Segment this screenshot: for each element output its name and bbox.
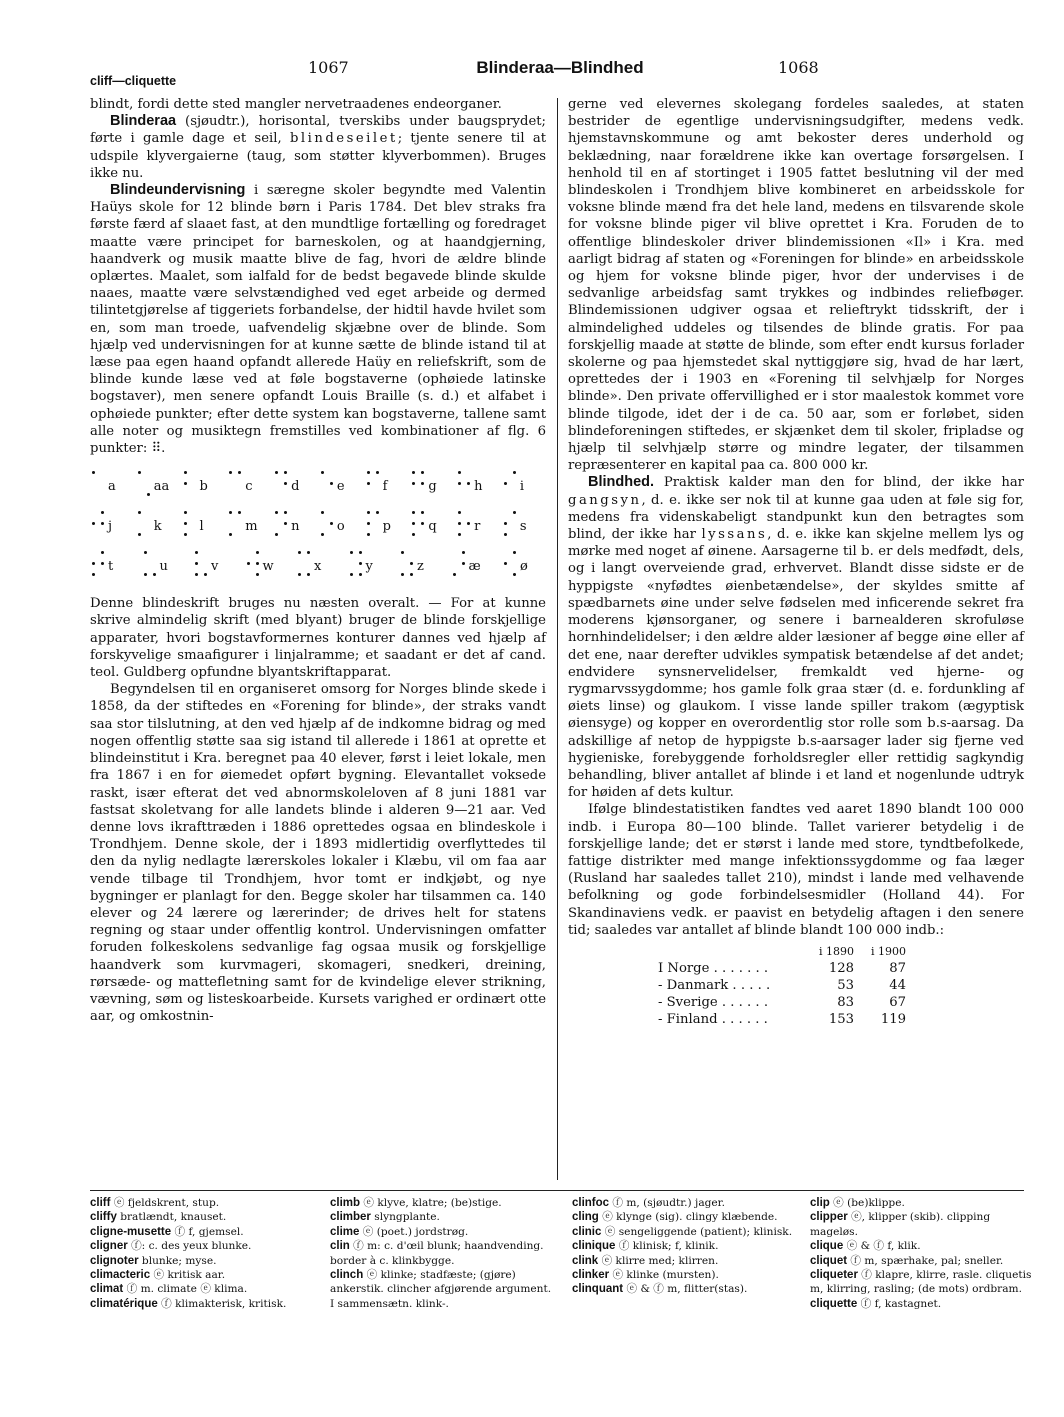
headword: Blindhed.: [588, 474, 655, 491]
braille-dot: [92, 522, 95, 525]
dictionary-headword: cligner: [90, 1240, 128, 1253]
dictionary-headword: climatérique: [90, 1297, 158, 1310]
braille-cell: [410, 467, 454, 503]
braille-letter: d: [291, 479, 300, 495]
braille-dot: [330, 522, 333, 525]
dictionary-headword: clipper: [810, 1211, 848, 1224]
paragraph: Ifølge blindestatistiken fandtes ved aaret 1890 blandt 100 000 indb. i Europa 80—100 blinde. Tallet varierer betydelig i de forskjellige lande; det er størst i lande med store, tyndtbefolkede, fattige distrikter med mange infektionssygdomme og faa læger (Rusland har saaledes tallet 210), mindst i lande med velhavende befolkning og gode forbindelsesmidler (Holland 44). For Skandinaviens vedk. er paavist en betydelig aftagen i den senere tid; saaledes var antallet af blinde blandt 100 000 indb.:: [568, 802, 1024, 938]
dictionary-entry: [90, 1254, 312, 1268]
braille-letter: i: [519, 479, 525, 495]
braille-dot: [412, 471, 415, 474]
dictionary-entry: [90, 1210, 312, 1224]
braille-cell: [273, 467, 317, 503]
braille-letter: c: [245, 479, 253, 495]
dictionary-headword: climacteric: [90, 1269, 151, 1282]
table-row: I Norge . . . . . . . 128 87: [658, 960, 906, 976]
braille-dot: [412, 533, 415, 536]
dictionary-entry: [810, 1268, 1032, 1297]
dictionary-headword: clin: [330, 1240, 350, 1253]
braille-dot: [513, 471, 516, 474]
braille-letter: y: [365, 559, 373, 575]
catchword: cliff—cliquette: [90, 74, 177, 88]
braille-dot: [147, 493, 150, 496]
braille-cell: [456, 467, 500, 503]
dictionary-headword: clime: [330, 1225, 360, 1238]
braille-letter: o: [336, 519, 345, 535]
dictionary-entry: [90, 1225, 312, 1239]
braille-dot: [247, 562, 250, 565]
braille-dot: [92, 471, 95, 474]
braille-dot: [101, 562, 104, 565]
dictionary-definition: ⓕ f, kastagnet.: [857, 1297, 942, 1310]
braille-dot: [138, 511, 141, 514]
braille-dot: [458, 482, 461, 485]
braille-dot: [410, 562, 413, 565]
page-number-left: 1067: [308, 58, 349, 77]
dictionary-definition: ⓕ klimakterisk, kritisk.: [157, 1297, 287, 1310]
dictionary-headword: clink: [572, 1254, 599, 1267]
braille-dot: [367, 511, 370, 514]
dictionary-definition: blunke; myse.: [138, 1254, 217, 1267]
dictionary-definition: ⓕ m: c. d'œil blunk; haandvending. border à c. klinkbygge.: [330, 1240, 544, 1267]
braille-dot: [195, 551, 198, 554]
braille-dot: [284, 522, 287, 525]
braille-dot: [184, 482, 187, 485]
dictionary-headword: climb: [330, 1197, 361, 1209]
braille-dot: [458, 533, 461, 536]
paragraph: Denne blindeskrift bruges nu næsten overalt. — For at kunne skrive almindelig skrift (med blyant) bruger de blinde forskjellige apparater, hvori bogstavformernes konturer dannes ved hjælp af forskyvelige smaafigurer i linjalramme; et saadant er det af cand. teol. Guldberg opfundne blyantskriftapparat.: [90, 596, 546, 681]
dictionary-definition: ⓔ klynge (sig). clingy klæbende.: [598, 1211, 778, 1224]
braille-dot: [504, 533, 507, 536]
entry-blinderaa: Blinderaa (sjøudtr.), horisontal, tverskibs under baugsprydet; førte i gamle dage et seil, blindeseilet; tjente senere til at udspile klyvergaierne (taug, som støtter klyverbommen). Bruges ikke nu.: [90, 113, 546, 181]
braille-row: [90, 545, 546, 585]
braille-dot: [101, 522, 104, 525]
dictionary-definition: ⓔ & ⓕ m, flitter(stas).: [623, 1283, 748, 1296]
paragraph: blindt, fordi dette sted mangler nervetraadenes endeorganer.: [90, 97, 502, 112]
entry-blindeundervisning: Blindeundervisning i særegne skoler begyndte med Valentin Haüys skole for 12 blinde børn i Paris 1784. Det blev straks fra første færd af slaaet fast, at den mundtlige fortælling og foredraget maatte være principet for barneskolen, og at haandgjerning, haandverk og musik maatte blive de fag, hvori de ældre blinde oplærtes. Maalet, som ialfald for de bedst begavede blinde skulde naaes, maatte være selvstændighed ved eget arbeide og dermed tilintetgjørelse af tiggeriets forbandelse, der hidtil havde hvilet som en, som man troede, uafvendelig skjæbne over de blinde. Som hjælp ved undervisningen for at kunne sætte de blinde istand til at læse paa egen haand opfandt allerede Haüy en reliefskrift, som de blinde kunde læse ved at føle bogstaverne (ophøiede latinske bogstaver), men senere opfandt Louis Braille (s. d.) et alfabet i ophøiede punkter; efter dette system kan bogstaverne, tallene samt alle noter og musiktegn fremstilles ved kombinationer af flg. 6 punkter: ⠿.: [90, 182, 546, 457]
braille-dot: [421, 522, 424, 525]
braille-dot: [307, 573, 310, 576]
braille-dot: [376, 511, 379, 514]
dictionary-definition: ⓔ klinke (mursten).: [609, 1269, 719, 1282]
braille-dot: [101, 551, 104, 554]
braille-letter: s: [519, 519, 527, 535]
column-header: i 1890: [818, 944, 854, 958]
dictionary-entry: [90, 1297, 312, 1311]
braille-dot: [504, 482, 507, 485]
braille-letter: b: [199, 479, 208, 495]
braille-letter: t: [108, 559, 114, 575]
footer-divider: [90, 1190, 1024, 1191]
braille-dot: [184, 522, 187, 525]
dictionary-entry: [90, 1196, 312, 1210]
dictionary-definition: ⓔ (be)klippe.: [829, 1197, 905, 1209]
braille-dot: [138, 533, 141, 536]
page-number-right: 1068: [778, 58, 819, 77]
dictionary-headword: clinfoc: [572, 1197, 610, 1209]
braille-dot: [321, 533, 324, 536]
braille-letter: u: [159, 559, 168, 575]
headword: Blindeundervisning: [110, 182, 246, 199]
braille-dot: [462, 551, 465, 554]
braille-dot: [256, 551, 259, 554]
braille-dot: [256, 573, 259, 576]
dictionary-headword: cliffy: [90, 1211, 117, 1224]
braille-cell: [273, 507, 317, 543]
braille-cell: [319, 507, 363, 543]
dictionary-definition: ⓔ klinke; stadfæste; (gjøre) ankerstik. clincher afgjørende argument. I sammensætn. klink-.: [330, 1269, 552, 1310]
braille-letter: a: [108, 479, 116, 495]
dictionary-entry: [572, 1225, 794, 1239]
dictionary-headword: clique: [810, 1240, 844, 1253]
braille-dot: [238, 471, 241, 474]
braille-cell: [182, 467, 226, 503]
braille-dot: [184, 511, 187, 514]
braille-row: [90, 505, 546, 545]
braille-dot: [513, 511, 516, 514]
braille-dot: [421, 511, 424, 514]
braille-letter: e: [336, 479, 345, 495]
braille-dot: [401, 551, 404, 554]
dictionary-column-2: [330, 1196, 552, 1311]
braille-dot: [412, 482, 415, 485]
braille-dot: [229, 533, 232, 536]
braille-cell: [227, 467, 271, 503]
headword: Blinderaa: [110, 113, 177, 130]
braille-cell: [365, 467, 409, 503]
dictionary-definition: ⓔ (poet.) jordstrøg.: [359, 1225, 469, 1238]
braille-dot: [410, 573, 413, 576]
braille-cell: [136, 467, 180, 503]
blindness-statistics-table: [658, 943, 1024, 1028]
braille-cell: [365, 507, 409, 543]
dictionary-entry: [810, 1239, 1032, 1253]
braille-cell: [296, 547, 340, 583]
dictionary-definition: ⓔ klirre med; klirren.: [598, 1254, 719, 1267]
braille-cell: [136, 507, 180, 543]
braille-cell: [319, 467, 363, 503]
braille-dot: [359, 551, 362, 554]
dictionary-entry: [330, 1268, 552, 1311]
dictionary-definition: ⓕ klinisk; f, klinik.: [615, 1240, 719, 1253]
braille-letter: g: [428, 479, 437, 495]
dictionary-entry: [572, 1254, 794, 1268]
braille-dot: [184, 533, 187, 536]
table-row: - Danmark . . . . . 53 44: [658, 977, 906, 993]
braille-dot: [350, 573, 353, 576]
braille-dot: [513, 573, 516, 576]
dictionary-column-1: [90, 1196, 312, 1311]
braille-letter: l: [199, 519, 204, 535]
braille-letter: n: [291, 519, 300, 535]
braille-dot: [376, 471, 379, 474]
dictionary-entry: [330, 1210, 552, 1224]
braille-dot: [359, 573, 362, 576]
dictionary-entry: [90, 1268, 312, 1282]
dictionary-definition: ⓔ sengeliggende (patient); klinisk.: [601, 1225, 793, 1238]
braille-cell: [182, 507, 226, 543]
braille-dot: [412, 522, 415, 525]
dictionary-column-4: [810, 1196, 1032, 1311]
dictionary-definition: bratlændt, knauset.: [116, 1211, 227, 1224]
braille-letter: æ: [468, 559, 481, 575]
braille-cell: [502, 467, 546, 503]
braille-dot: [458, 511, 461, 514]
table-row: - Finland . . . . . . 153 119: [658, 1011, 906, 1027]
braille-letter: aa: [153, 479, 170, 495]
braille-letter: f: [382, 479, 388, 495]
braille-dot: [458, 522, 461, 525]
braille-dot: [101, 511, 104, 514]
braille-dot: [238, 511, 241, 514]
braille-cell: [502, 547, 546, 583]
braille-letter: w: [262, 559, 274, 575]
braille-dot: [184, 471, 187, 474]
braille-dot: [421, 482, 424, 485]
dictionary-entry: [810, 1196, 1032, 1210]
braille-dot: [284, 511, 287, 514]
braille-dot: [321, 471, 324, 474]
braille-dot: [153, 573, 156, 576]
braille-dot: [298, 573, 301, 576]
dictionary-entry: [810, 1210, 1032, 1239]
braille-dot: [204, 573, 207, 576]
braille-dot: [284, 482, 287, 485]
braille-dot: [229, 511, 232, 514]
braille-cell: [410, 507, 454, 543]
braille-letter: h: [474, 479, 483, 495]
braille-letter: j: [108, 519, 113, 535]
braille-cell: [348, 547, 392, 583]
braille-dot: [275, 471, 278, 474]
dictionary-entry: [572, 1196, 794, 1210]
braille-dot: [350, 551, 353, 554]
dictionary-entry: [572, 1239, 794, 1253]
braille-letter: k: [153, 519, 162, 535]
column-header: i 1900: [870, 944, 906, 958]
dictionary-headword: clip: [810, 1197, 830, 1209]
dictionary-headword: climber: [330, 1211, 371, 1224]
dictionary-entry: [572, 1210, 794, 1224]
dictionary-entry: [90, 1282, 312, 1296]
braille-dot: [504, 562, 507, 565]
dictionary-headword: cliqueter: [810, 1269, 858, 1282]
dictionary-definition: ⓕ: c. des yeux blunke.: [127, 1240, 252, 1253]
dictionary-definition: slyngplante.: [370, 1211, 440, 1224]
braille-dot: [367, 522, 370, 525]
braille-letter: q: [428, 519, 437, 535]
braille-dot: [298, 551, 301, 554]
dictionary-headword: clinique: [572, 1240, 616, 1253]
right-column: [568, 96, 1024, 1028]
braille-dot: [195, 562, 198, 565]
braille-cell: [456, 507, 500, 543]
braille-dot: [504, 522, 507, 525]
braille-cell: [451, 547, 495, 583]
braille-letter: z: [417, 559, 424, 575]
paragraph: Begyndelsen til en organiseret omsorg for Norges blinde skede i 1858, da der stiftedes en «Forening for blinde», der straks vandt saa stor tilslutning, at den ved hjælp af de indkomne bidrag og med nogen offentlig støtte saa sig istand til allerede i 1861 at oprette et blindeinstitut i Kra. beregnet paa 40 elever, først i leiet lokale, men fra 1867 i en for øiemedet opført bygning. Elevantallet voksede raskt, især efterat det ved abnormskoleloven af 8 juni 1881 var fastsat skoletvang for alle landets blinde i alderen 9—21 aar. Ved denne lovs ikrafttræden i 1886 oprettedes ogsaa en blindeskole i Trondhjem. Denne skole, der i 1893 midlertidig overflyttedes til den da nylig nedlagte lærerskoles lokaler i Klæbu, vil om faa aar vende tilbage til Trondhjem, hvor tomt er indkjøbt, og nye bygninger er planlagt for den. Begge skoler har tilsammen ca. 140 elever og 24 lærere og lærerinder; de drives helt for statens regning og staar under offentlig kontrol. Undervisningen omfatter foruden folkeskolens sedvanlige fag ogsaa musik og forskjellige haandverk som kurvmageri, skomageri, snedkeri, dreining, rørsæde- og mattefletning samt for de kvindelige elever strikning, vævning, søm og listeskoarbeide. Kursets varighed er ordinært otte aar, og omkostnin-: [90, 682, 546, 1025]
dictionary-headword: cliquet: [810, 1254, 848, 1267]
braille-dot: [275, 533, 278, 536]
braille-dot: [256, 562, 259, 565]
braille-dot: [421, 471, 424, 474]
braille-letter: ø: [520, 559, 528, 575]
table-header: [658, 943, 1024, 960]
dictionary-definition: ⓔ fjeldskrent, stup.: [110, 1197, 220, 1209]
dictionary-headword: clinquant: [572, 1283, 624, 1296]
braille-dot: [138, 471, 141, 474]
dictionary-headword: cliquette: [810, 1297, 858, 1310]
braille-letter: p: [382, 519, 391, 535]
braille-dot: [144, 551, 147, 554]
braille-dot: [513, 551, 516, 554]
dictionary-definition: ⓕ f, gjemsel.: [171, 1225, 244, 1238]
dictionary-headword: cliff: [90, 1197, 111, 1209]
braille-dot: [92, 573, 95, 576]
dictionary-entry: [90, 1239, 312, 1253]
dictionary-entry: [330, 1239, 552, 1268]
column-divider: [557, 98, 558, 1180]
braille-dot: [229, 471, 232, 474]
dictionary-definition: ⓔ, klipper (skib). clipping mageløs.: [810, 1211, 991, 1238]
braille-dot: [321, 511, 324, 514]
dictionary-entry: [330, 1225, 552, 1239]
braille-dot: [144, 573, 147, 576]
left-column: [90, 96, 546, 1025]
braille-dot: [307, 551, 310, 554]
dictionary-column-3: [572, 1196, 794, 1297]
dictionary-definition: ⓕ m, spærhake, pal; sneller.: [847, 1254, 1004, 1267]
dictionary-definition: ⓔ klyve, klatre; (be)stige.: [360, 1197, 502, 1209]
braille-dot: [453, 573, 456, 576]
page-title: Blinderaa—Blindhed: [476, 58, 644, 77]
braille-letter: r: [474, 519, 481, 535]
table-row: - Sverige . . . . . . 83 67: [658, 994, 906, 1010]
dictionary-headword: climat: [90, 1283, 124, 1296]
dictionary-entry: [810, 1254, 1032, 1268]
braille-dot: [367, 533, 370, 536]
dictionary-headword: clinker: [572, 1269, 610, 1282]
braille-cell: [399, 547, 443, 583]
dictionary-headword: clignoter: [90, 1254, 139, 1267]
braille-cell: [90, 467, 134, 503]
braille-dot: [367, 482, 370, 485]
braille-dot: [284, 471, 287, 474]
braille-dot: [412, 511, 415, 514]
braille-dot: [467, 482, 470, 485]
braille-dot: [359, 562, 362, 565]
braille-dot: [275, 511, 278, 514]
braille-dot: [458, 471, 461, 474]
dictionary-headword: clinch: [330, 1269, 364, 1282]
braille-dot: [367, 471, 370, 474]
dictionary-headword: clinic: [572, 1225, 602, 1238]
braille-dot: [467, 522, 470, 525]
braille-cell: [502, 507, 546, 543]
dictionary-definition: ⓕ m. climate ⓔ klima.: [123, 1283, 248, 1296]
braille-letter: m: [245, 519, 258, 535]
dictionary-definition: ⓔ & ⓕ f, klik.: [843, 1240, 921, 1253]
braille-dot: [330, 482, 333, 485]
dictionary-headword: cligne-musette: [90, 1225, 172, 1238]
dictionary-entry: [572, 1282, 794, 1296]
braille-cell: [193, 547, 237, 583]
dictionary-headword: cling: [572, 1211, 599, 1224]
braille-dot: [401, 573, 404, 576]
dictionary-entry: [810, 1297, 1032, 1311]
braille-letter: x: [314, 559, 322, 575]
dictionary-entry: [330, 1196, 552, 1210]
braille-row: [90, 465, 546, 505]
entry-blindhed: Blindhed. Praktisk kalder man den for blind, der ikke har gangsyn, d. e. ikke ser nok til at kunne gaa uden at føle sig for, medens fra videnskabeligt standpunkt kun den betragtes som blind, der ikke har lyssans, d. e. ikke kan skjelne mellem lys og mørke med noget af øinene. Aarsagerne til b. er dels medfødt, dels, og i langt overveiende grad, erhvervet. Blandt disse sidste er de hyppigste «nyfødtes øienbetændelse», der skyldes smitte af spædbarnets øine under selve fødselen med inficerende sekret fra moderens kjønsorganer, og senere i barnealderen skrofuløse hornhindelidelser; i den ældre alder læsioner af begge øine eller af det ene, naar derefter udvikles sympatisk betændelse af det andet; endvidere synsnervelidelser, fremkaldt ved hjerne- og rygmarvssygdomme; hos gamle folk graa stær (d. e. fordunkling af øiets linse) og glaukom. I visse lande spiller trakom (ægyptisk øiensyge) og kopper en overordentlig stor rolle som b.s-aarsag. Da adskillige af netop de hyppigste b.s-aarsager lader sig fjerne ved hygieniske, forebyggende forholdsregler eller rettidig sagkyndig behandling, bliver antallet af blinde i et land et nogenlunde udtryk for høiden af dets kultur.: [568, 474, 1024, 801]
braille-letter: v: [211, 559, 219, 575]
braille-cell: [90, 507, 134, 543]
dictionary-definition: ⓕ m, (sjøudtr.) jager.: [609, 1197, 725, 1209]
braille-alphabet-table: [90, 465, 546, 585]
braille-dot: [462, 562, 465, 565]
braille-cell: [227, 507, 271, 543]
braille-dot: [195, 573, 198, 576]
dictionary-entry: [572, 1268, 794, 1282]
dictionary-definition: ⓕ klapre, klirre, rasle. cliquetis m, klirring, rasling; (de mots) ordbram.: [810, 1269, 1032, 1296]
braille-dot: [92, 562, 95, 565]
braille-cell: [142, 547, 186, 583]
paragraph: gerne ved elevernes skolegang fordeles saaledes, at staten bestrider de egentlige undervisningsudgifter, medens vedk. hjemstavnskommune og amt bekoster deres underhold og beklædning, naar forældrene ikke kan overtage forsørgelsen. I henhold til en af stortinget i 1905 fattet beslutning vil der med blindeskolen i Trondhjem blive kombineret en arbeidsskole for voksne blinde mænd fra det hele land, medens en tilsvarende skole for voksne blinde piger vil blive oprettet i Kra. Foruden de to offentlige blindeskoler driver blindemissionen «Il» i Kra. med aarligt bidrag af staten og «Foreningen for blinde» en arbeidsskole og hjem for voksne blinde piger, hvor der undervises i de sedvanlige arbeidsfag samt trykkes og indbindes reliefbøger. Blindemissionen udgiver ogsaa et relieftrykt tidsskrift, der i almindelighed uddeles og tilsendes de blinde gratis. For paa forskjellig maade at støtte de blinde, som efter endt kursus forlader skolerne og paa hjemstedet skal nyttiggjøre sig, hvad de har lært, oprettedes der i 1903 en «Forening til selvhjælp for Norges blinde». Den private offervillighed er i stor maalestok kommet vore blinde tilgode, idet der i de ca. 50 aar, som er forløbet, siden blindeforeningen stiftedes, er skjænket dem til skoler, fripladse og hjælp til selvhjælp større og mindre legater, der tilsammen repræsenterer en kapital paa ca. 800 000 kr.: [568, 97, 1024, 474]
braille-cell: [245, 547, 289, 583]
braille-cell: [90, 547, 134, 583]
dictionary-definition: ⓔ kritisk aar.: [150, 1269, 226, 1282]
